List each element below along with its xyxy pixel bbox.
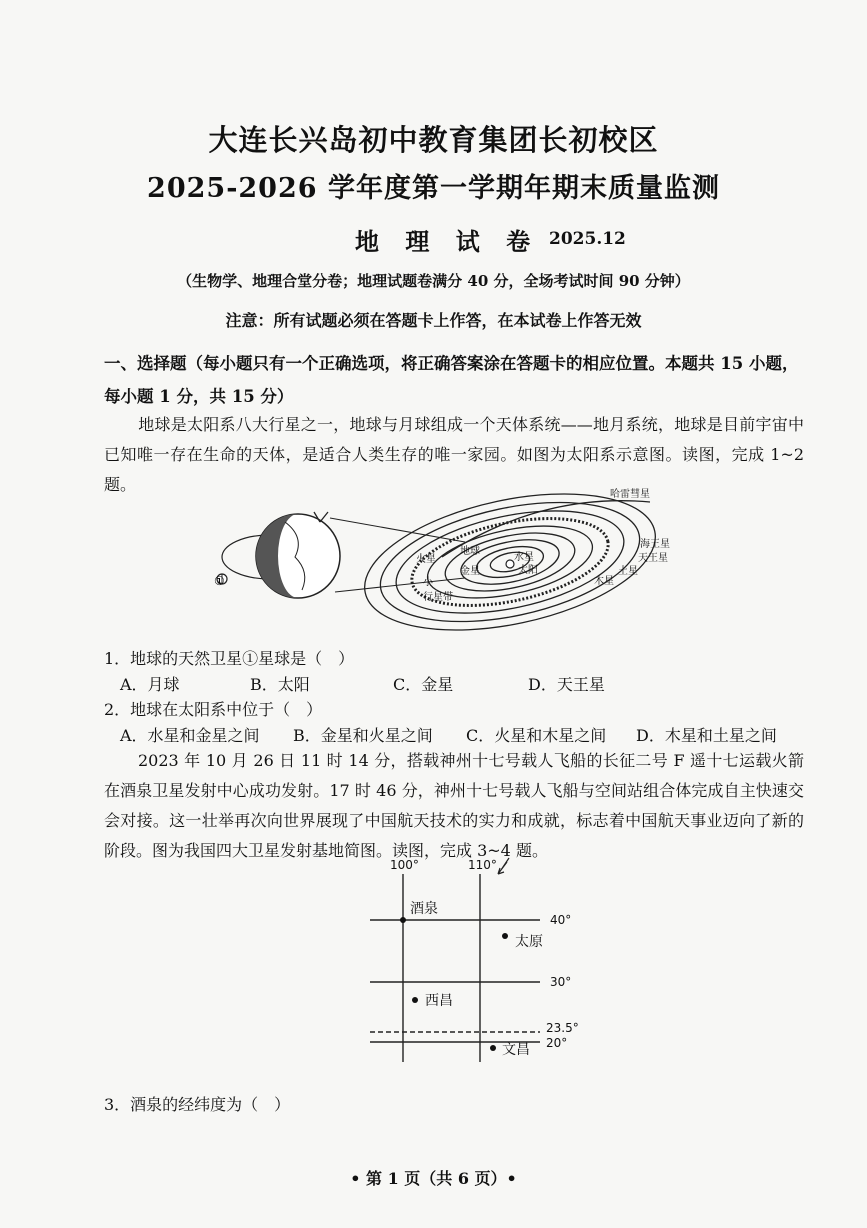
site-taiyuan-label: 太原 — [515, 934, 543, 950]
q1-option-a: A．月球 — [120, 675, 180, 694]
section-heading: 一、选择题（每小题只有一个正确选项，将正确答案涂在答题卡的相应位置。本题共 15 小题，每小题 1 分，共 15 分） — [104, 354, 799, 406]
launch-sites — [400, 901, 543, 1058]
q1-option-b: B．太阳 — [250, 675, 310, 694]
q2-option-b: B．金星和火星之间 — [293, 726, 433, 745]
label-lat-30: 30° — [550, 975, 572, 989]
passage-2-text: 2023 年 10 月 26 日 11 时 14 分，搭载神州十七号载人飞船的长征二号 F 遥十七运载火箭在酒泉卫星发射中心成功发射。17 时 46 分，神州十七号载人飞船与空间站组合体完成自主快速交会对接。这一壮举再次向世界展现了中国航天技术的实力和成就，标志着中国航天事业迈向了新的阶段。图为我国四大卫星发射基地简图。读图，完成 3~4 题。 — [104, 751, 804, 860]
exam-title: 2025-2026 学年度第一学期年期末质量监测 — [147, 173, 720, 204]
map-labels — [390, 858, 579, 1050]
moon-marker: ① — [214, 574, 225, 588]
label-asteroid-1: 小 — [423, 577, 433, 588]
label-earth: 地球 — [460, 546, 480, 557]
exam-notice: 注意：所有试题必须在答题卡上作答，在本试卷上作答无效 — [225, 311, 642, 330]
exam-date: 2025.12 — [549, 229, 626, 249]
sun-mark — [506, 560, 514, 568]
grid-lines — [370, 874, 540, 1062]
label-mercury: 水星 — [514, 552, 534, 563]
exam-info: （生物学、地理合堂分卷；地理试题卷满分 40 分，全场考试时间 90 分钟） — [177, 272, 690, 290]
q2-option-d: D．木星和土星之间 — [636, 726, 777, 745]
passage-1-text: 地球是太阳系八大行星之一，地球与月球组成一个天体系统——地月系统，地球是目前宇宙中已知唯一存在生命的天体，是适合人类生存的唯一家园。如图为太阳系示意图。读图，完成 1~2 题。 — [104, 415, 804, 494]
solar-system-figure — [210, 482, 670, 642]
label-venus: 金星 — [460, 566, 480, 577]
passage-2 — [104, 746, 804, 866]
question-1: 1．地球的天然卫星①星球是（ ） — [104, 649, 355, 668]
question-2: 2．地球在太阳系中位于（ ） — [104, 700, 323, 719]
label-neptune: 海王星 — [640, 539, 670, 550]
label-lon-100: 100° — [390, 858, 419, 872]
label-lon-110: 110° — [468, 858, 497, 872]
site-wenchang-dot — [490, 1045, 496, 1051]
label-lat-20: 20° — [546, 1036, 568, 1050]
label-asteroid-2: 行星带 — [423, 592, 453, 603]
label-jupiter: 木星 — [594, 576, 614, 587]
label-lat-23-5: 23.5° — [546, 1021, 579, 1035]
q1-option-c: C．金星 — [393, 675, 454, 694]
label-lat-40: 40° — [550, 913, 572, 927]
site-taiyuan-dot — [502, 933, 508, 939]
question-3: 3．酒泉的经纬度为（ ） — [104, 1095, 291, 1114]
site-jiuquan-label: 酒泉 — [410, 901, 438, 917]
launch-site-map — [360, 852, 590, 1072]
label-saturn: 土星 — [618, 566, 638, 577]
page-footer: • 第 1 页（共 6 页）• — [350, 1169, 517, 1188]
q1-option-d: D．天王星 — [528, 675, 605, 694]
q2-option-c: C．火星和木星之间 — [466, 726, 607, 745]
site-jiuquan-dot — [400, 917, 406, 923]
label-halley: 哈雷彗星 — [610, 489, 650, 500]
subject-title: 地 理 试 卷 — [355, 227, 540, 256]
site-xichang-dot — [412, 997, 418, 1003]
site-wenchang-label: 文昌 — [502, 1042, 530, 1058]
label-mars: 火星 — [416, 554, 436, 565]
label-sun: 太阳 — [518, 565, 538, 576]
q2-option-a: A．水星和金星之间 — [120, 726, 260, 745]
label-uranus: 天王星 — [638, 553, 668, 564]
school-title: 大连长兴岛初中教育集团长初校区 — [208, 123, 659, 157]
site-xichang-label: 西昌 — [425, 993, 453, 1009]
